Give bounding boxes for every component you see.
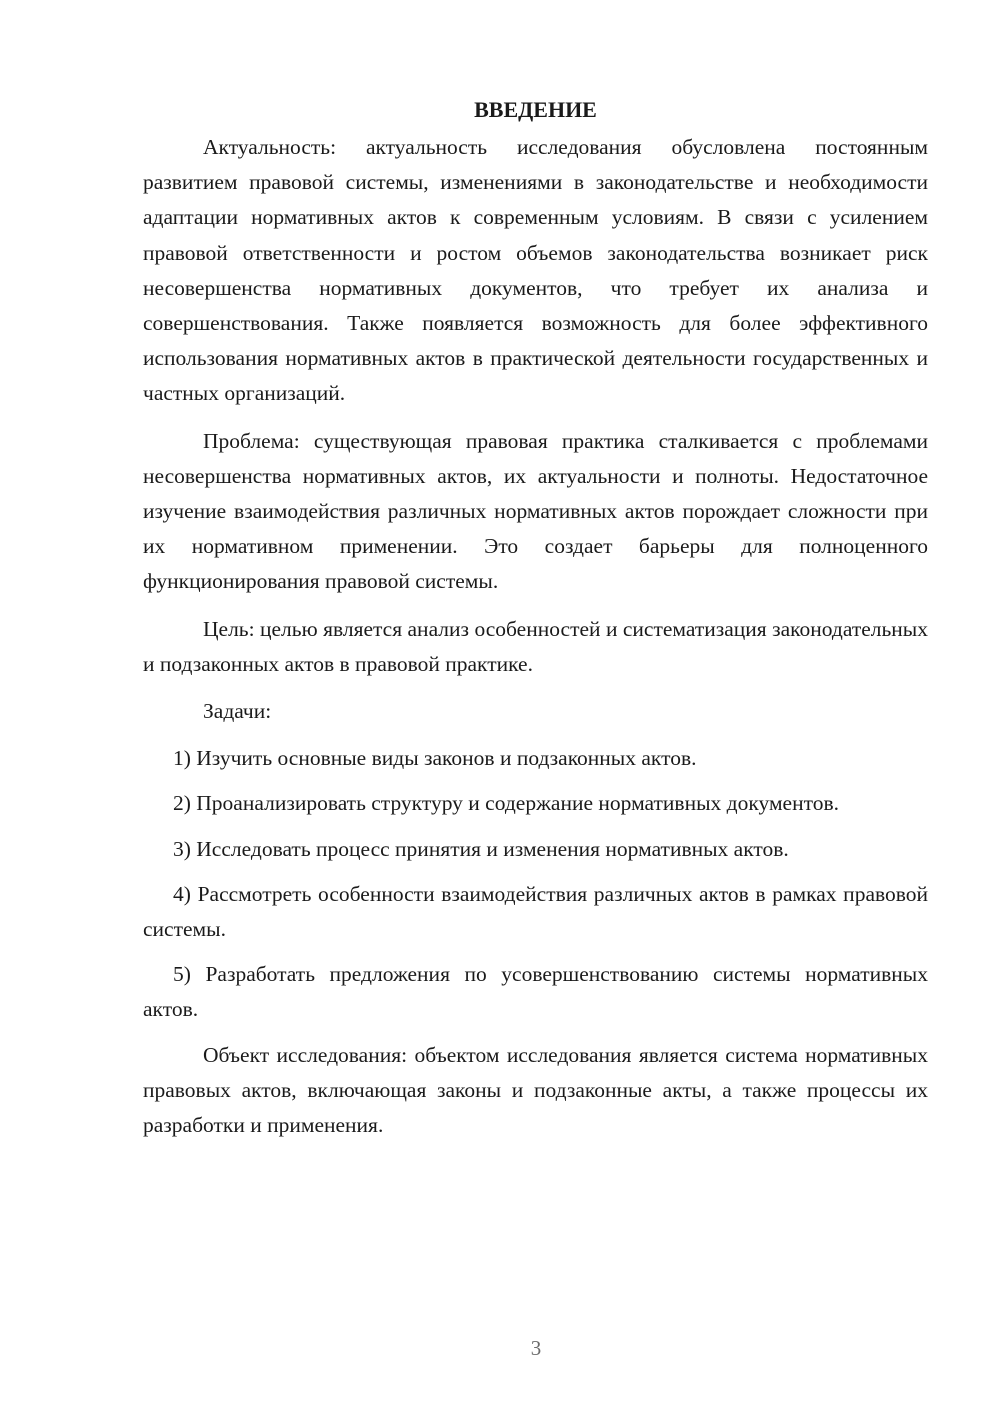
goal-paragraph: Цель: целью является анализ особенностей и систематизация законодательных и подзаконных актов в правовой практике. xyxy=(143,616,928,676)
section-title: ВВЕДЕНИЕ xyxy=(474,97,597,122)
tasks-heading: Задачи: xyxy=(203,699,272,724)
task-item-5: 5) Разработать предложения по усовершенствованию системы нормативных актов. xyxy=(143,962,928,1022)
relevance-paragraph: Актуальность: актуальность исследования обусловлена постоянным развитием правовой системы, изменениями в законодательстве и необходимости адаптации нормативных актов к современным условиям. В связи с усилением правовой ответственности и ростом объемов законодательства возникает риск несовершенства нормативных документов, что требует их анализа и совершенствования. Также появляется возможность для более эффективного использования нормативных актов в практической деятельности государственных и частных организаций. xyxy=(143,135,928,406)
task-item-1: 1) Изучить основные виды законов и подзаконных актов. xyxy=(173,746,697,771)
document-page xyxy=(143,95,928,1155)
task-item-3: 3) Исследовать процесс принятия и изменения нормативных актов. xyxy=(173,836,789,861)
problem-paragraph: Проблема: существующая правовая практика сталкивается с проблемами несовершенства нормативных актов, их актуальности и полноты. Недостаточное изучение взаимодействия различных нормативных актов порождает сложности при их нормативном применении. Это создает барьеры для полноценного функционирования правовой системы. xyxy=(143,428,928,594)
page-number: 3 xyxy=(530,1336,542,1360)
object-paragraph: Объект исследования: объектом исследования является система нормативных правовых актов, включающая законы и подзаконные акты, а также процессы их разработки и применения. xyxy=(143,1042,928,1138)
task-item-2: 2) Проанализировать структуру и содержание нормативных документов. xyxy=(173,791,839,816)
task-item-4: 4) Рассмотреть особенности взаимодействия различных актов в рамках правовой системы. xyxy=(143,881,928,942)
